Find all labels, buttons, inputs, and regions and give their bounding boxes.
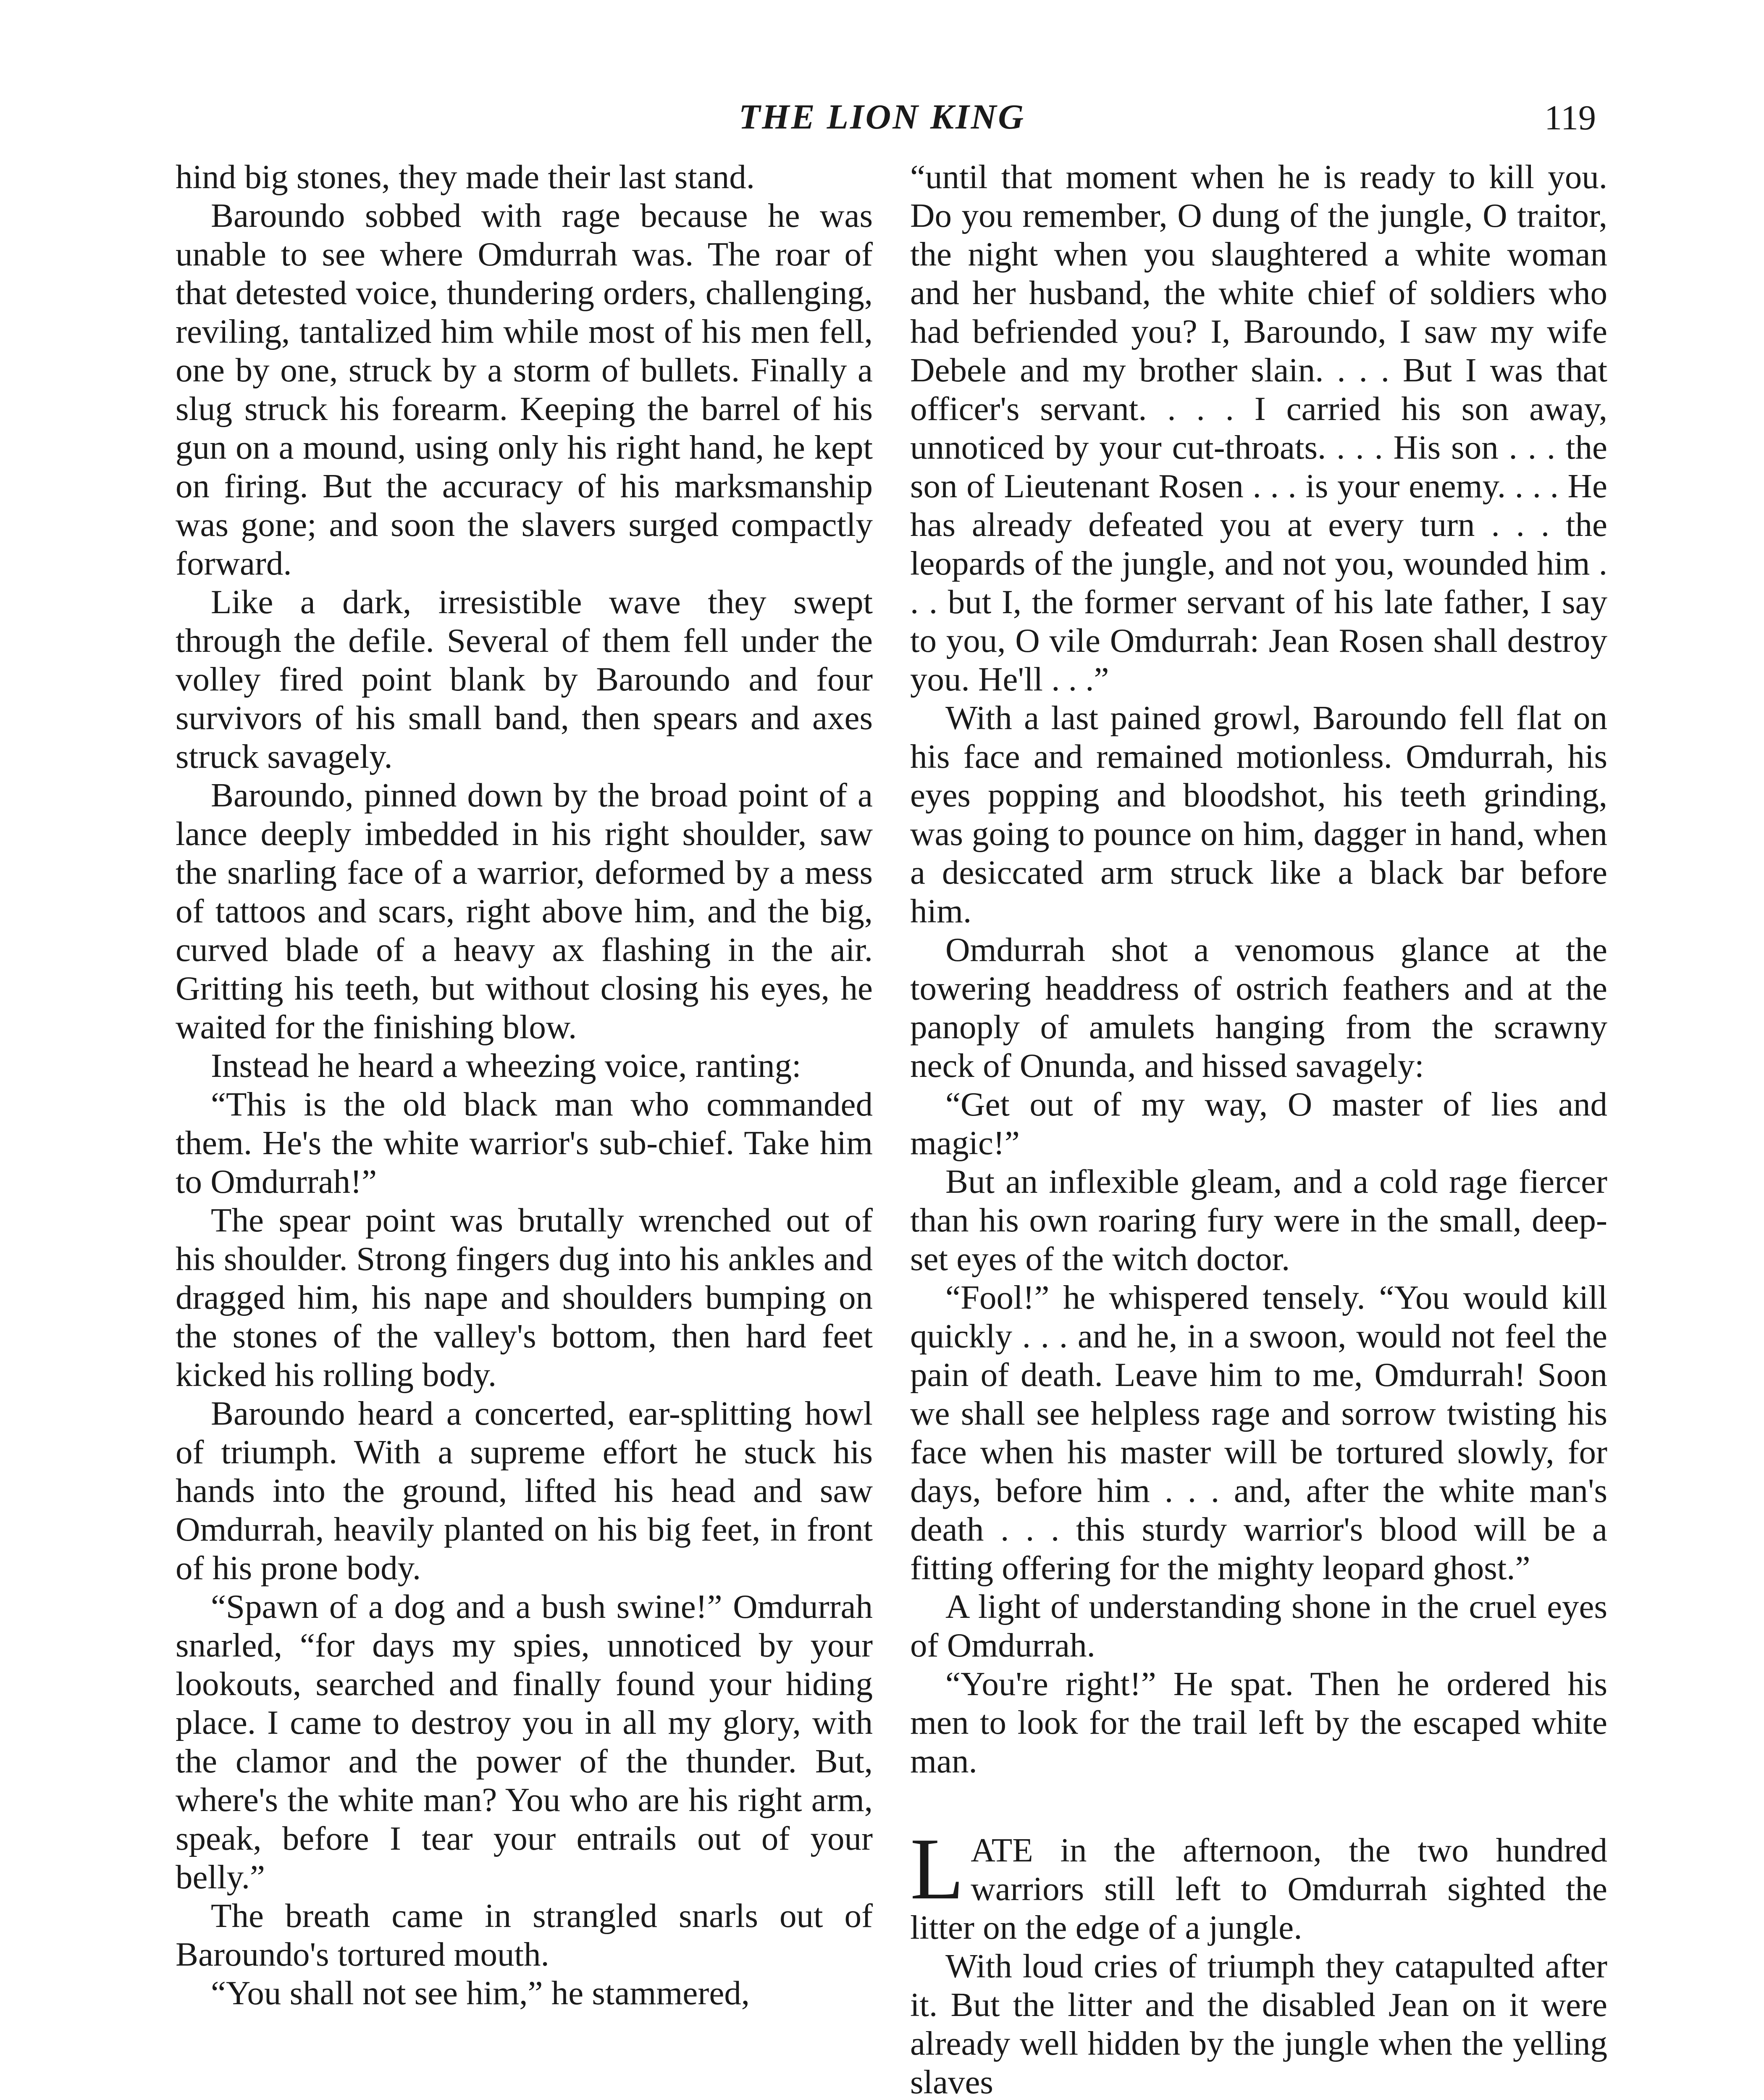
paragraph: With a last pained growl, Baroundo fell flat on his face and remained motionless. Omdurrah, his eyes popping and bloodshot, his teeth grinding, was going to pounce on him, dagger in hand, when a desiccated arm struck like a black bar before him. (910, 699, 1607, 930)
paragraph: But an inflexible gleam, and a cold rage fiercer than his own roaring fury were in the small, deep-set eyes of the witch doctor. (910, 1163, 1607, 1278)
left-column (176, 158, 873, 2012)
paragraph: hind big stones, they made their last stand. (176, 158, 755, 196)
running-head-title: THE LION KING (738, 97, 1026, 136)
paragraph: Like a dark, irresistible wave they swept through the defile. Several of them fell under the volley fired point blank by Baroundo and four survivors of his small band, then spears and axes struck savagely. (176, 583, 873, 775)
paragraph: A light of understanding shone in the cruel eyes of Omdurrah. (910, 1588, 1607, 1664)
paragraph: “You're right!” He spat. Then he ordered his men to look for the trail left by the escaped white man. (910, 1665, 1607, 1780)
paragraph: “Fool!” he whispered tensely. “You would kill quickly . . . and he, in a swoon, would not feel the pain of death. Leave him to me, Omdurrah! Soon we shall see helpless rage and sorrow twisting his face when his master will be tortured slowly, for days, before him . . . and, after the white man's death . . . this sturdy warrior's blood will be a fitting offering for the mighty leopard ghost.” (910, 1278, 1607, 1587)
paragraph: Omdurrah shot a venomous glance at the towering headdress of ostrich feathers and at the panoply of amulets hanging from the scrawny neck of Onunda, and hissed savagely: (910, 931, 1607, 1084)
drop-cap: L (910, 1820, 964, 1918)
paragraph: “This is the old black man who commanded them. He's the white warrior's sub-chief. Take him to Omdurrah!” (176, 1085, 873, 1200)
paragraph: The spear point was brutally wrenched out of his shoulder. Strong fingers dug into his ankles and dragged him, his nape and shoulders bumping on the stones of the valley's bottom, then hard feet kicked his rolling body. (176, 1201, 873, 1394)
paragraph: “You shall not see him,” he stammered, (211, 1974, 750, 2012)
right-column (910, 158, 1607, 2100)
paragraph: Baroundo sobbed with rage because he was unable to see where Omdurrah was. The roar of that detested voice, thundering orders, challenging, reviling, tantalized him while most of his men fell, one by one, struck by a storm of bullets. Finally a slug struck his forearm. Keeping the barrel of his gun on a mound, using only his right hand, he kept on firing. But the accuracy of his marksmanship was gone; and soon the slavers surged compactly forward. (176, 197, 873, 582)
page-number: 119 (1544, 98, 1596, 137)
paragraph: Instead he heard a wheezing voice, ranting: (211, 1047, 801, 1084)
paragraph: The breath came in strangled snarls out of Baroundo's tortured mouth. (176, 1897, 873, 1973)
paragraph: “Get out of my way, O master of lies and magic!” (910, 1085, 1607, 1162)
paragraph: Baroundo heard a concerted, ear-splitting howl of triumph. With a supreme effort he stuck his hands into the ground, lifted his head and saw Omdurrah, heavily planted on his big feet, in front of his prone body. (176, 1394, 873, 1587)
paragraph: “Spawn of a dog and a bush swine!” Omdurrah snarled, “for days my spies, unnoticed by your lookouts, searched and finally found your hiding place. I came to destroy you in all my glory, with the clamor and the power of the thunder. But, where's the white man? You who are his right arm, speak, before I tear your entrails out of your belly.” (176, 1588, 873, 1896)
paragraph: Baroundo, pinned down by the broad point of a lance deeply imbedded in his right shoulder, saw the snarling face of a warrior, deformed by a mess of tattoos and scars, right above him, and the big, curved blade of a heavy ax flashing in the air. Gritting his teeth, but without closing his eyes, he waited for the finishing blow. (176, 776, 873, 1046)
paragraph: “until that moment when he is ready to kill you. Do you remember, O dung of the jungle, O traitor, the night when you slaughtered a white woman and her husband, the white chief of soldiers who had befriended you? I, Baroundo, I saw my wife Debele and my brother slain. . . . But I was that officer's servant. . . . I carried his son away, unnoticed by your cut-throats. . . . His son . . . the son of Lieutenant Rosen . . . is your enemy. . . . He has already defeated you at every turn . . . the leopards of the jungle, and not you, wounded him . . . but I, the former servant of his late father, I say to you, O vile Omdurrah: Jean Rosen shall destroy you. He'll . . .” (910, 158, 1607, 698)
paragraph: With loud cries of triumph they catapulted after it. But the litter and the disabled Jean on it were already well hidden by the jungle when the yelling slaves (910, 1947, 1607, 2100)
section-start-text: ATE in the afternoon, the two hundred warriors still left to Omdurrah sighted the litter on the edge of a jungle. (910, 1831, 1607, 1946)
section-start-paragraph (910, 1820, 1607, 1947)
